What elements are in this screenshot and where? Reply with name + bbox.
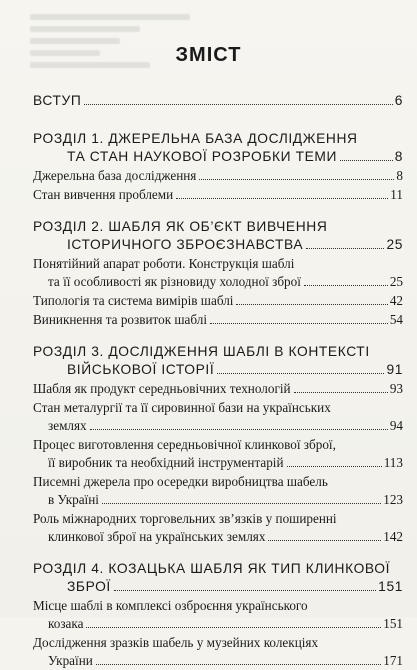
entry-label-line-2: ІСТОРИЧНОГО ЗБРОЄЗНАВСТВА	[67, 237, 304, 252]
page-number: 123	[383, 492, 403, 507]
toc-entry-section[interactable]	[33, 311, 403, 329]
entry-label-line-2: козака	[48, 616, 84, 631]
page-number: 151	[383, 616, 403, 631]
entry-label: ВСТУП	[33, 93, 82, 108]
leader-dots	[199, 179, 394, 180]
page-number: 54	[389, 312, 403, 327]
toc-entry-section[interactable]	[33, 167, 403, 185]
entry-label-line-2: її виробник та необхідний інструментарій	[48, 455, 284, 470]
leader-dots	[84, 104, 392, 105]
page-title: ЗМІСТ	[175, 44, 242, 66]
leader-dots	[294, 392, 388, 393]
leader-dots	[306, 248, 384, 249]
page-number: 25	[386, 237, 403, 252]
leader-dots	[96, 664, 381, 665]
leader-dots	[114, 590, 376, 591]
toc-entry-section[interactable]	[33, 597, 403, 633]
toc-entry-section[interactable]	[33, 292, 403, 310]
toc-entry-section[interactable]	[33, 380, 403, 398]
entry-label-line-1: Стан металургії та її сировинної бази на українських	[33, 400, 331, 415]
entry-label-line-1: РОЗДІЛ 4. КОЗАЦЬКА ШАБЛЯ ЯК ТИП КЛИНКОВОЇ	[33, 561, 391, 576]
entry-label-line-1: Процес виготовлення середньовічної клинкової зброї,	[33, 437, 336, 452]
entry-label-line-1: РОЗДІЛ 2. ШАБЛЯ ЯК ОБ’ЄКТ ВИВЧЕННЯ	[33, 219, 328, 234]
entry-label-line-2: України	[48, 653, 93, 668]
leader-dots	[287, 466, 382, 467]
toc-entry-chapter-1[interactable]	[33, 130, 403, 166]
entry-label-line-2: в Україні	[48, 492, 99, 507]
leader-dots	[304, 285, 388, 286]
page-number: 171	[383, 653, 403, 668]
page-number: 91	[386, 362, 403, 377]
leader-dots	[340, 160, 393, 161]
entry-label-line-1: РОЗДІЛ 1. ДЖЕРЕЛЬНА БАЗА ДОСЛІДЖЕННЯ	[33, 131, 358, 146]
toc-entry-section[interactable]	[33, 473, 403, 509]
entry-label-line-2: землях	[48, 418, 87, 433]
page-number: 11	[390, 187, 403, 202]
entry-label-line-2: клинкової зброї на українських землях	[48, 529, 266, 544]
entry-label: Виникнення та розвиток шаблі	[33, 312, 208, 327]
entry-label-line-1: Роль міжнародних торговельних зв’язків у поширенні	[33, 511, 337, 526]
entry-label-line-1: Понятійний апарат роботи. Конструкція шаблі	[33, 256, 295, 271]
page-number: 42	[389, 293, 403, 308]
entry-label: Джерельна база дослідження	[33, 168, 197, 183]
table-of-contents	[33, 92, 403, 670]
toc-entry-chapter-4[interactable]	[33, 560, 403, 596]
page-number: 113	[383, 455, 403, 470]
toc-entry-section[interactable]	[33, 255, 403, 291]
entry-label-line-2: та її особливості як різновиду холодної зброї	[48, 274, 301, 289]
page-number: 94	[389, 418, 403, 433]
page-number: 151	[378, 579, 403, 594]
leader-dots	[90, 429, 388, 430]
page-number: 6	[394, 93, 403, 108]
toc-entry-section[interactable]	[33, 510, 403, 546]
leader-dots	[268, 540, 381, 541]
entry-label: Стан вивчення проблеми	[33, 187, 174, 202]
leader-dots	[176, 198, 388, 199]
leader-dots	[236, 304, 387, 305]
toc-entry-section[interactable]	[33, 186, 403, 204]
leader-dots	[217, 373, 384, 374]
entry-label-line-2: ВІЙСЬКОВОЇ ІСТОРІЇ	[67, 362, 215, 377]
entry-label-line-2: ЗБРОЇ	[67, 579, 111, 594]
toc-entry-chapter-2[interactable]	[33, 218, 403, 254]
entry-label-line-1: Писемні джерела про осередки виробництва шабель	[33, 474, 328, 489]
entry-label-line-2: ТА СТАН НАУКОВОЇ РОЗРОБКИ ТЕМИ	[67, 149, 338, 164]
toc-entry-section[interactable]	[33, 634, 403, 670]
page-number: 93	[389, 381, 403, 396]
entry-label: Шабля як продукт середньовічних технологій	[33, 381, 291, 396]
entry-label-line-1: Місце шаблі в комплексі озброєння українського	[33, 598, 308, 613]
entry-label-line-1: РОЗДІЛ 3. ДОСЛІДЖЕННЯ ШАБЛІ В КОНТЕКСТІ	[33, 344, 370, 359]
toc-entry-chapter-3[interactable]	[33, 343, 403, 379]
toc-entry-section[interactable]	[33, 436, 403, 472]
leader-dots	[102, 503, 381, 504]
leader-dots	[86, 627, 381, 628]
toc-entry-section[interactable]	[33, 399, 403, 435]
entry-label: Типологія та система вимірів шаблі	[33, 293, 234, 308]
page-number: 142	[383, 529, 403, 544]
page-number: 8	[396, 168, 403, 183]
page-number: 25	[389, 274, 403, 289]
page-number: 8	[394, 149, 403, 164]
entry-label-line-1: Дослідження зразків шабель у музейних колекціях	[33, 635, 319, 650]
toc-entry-intro[interactable]	[33, 92, 403, 110]
leader-dots	[210, 323, 388, 324]
